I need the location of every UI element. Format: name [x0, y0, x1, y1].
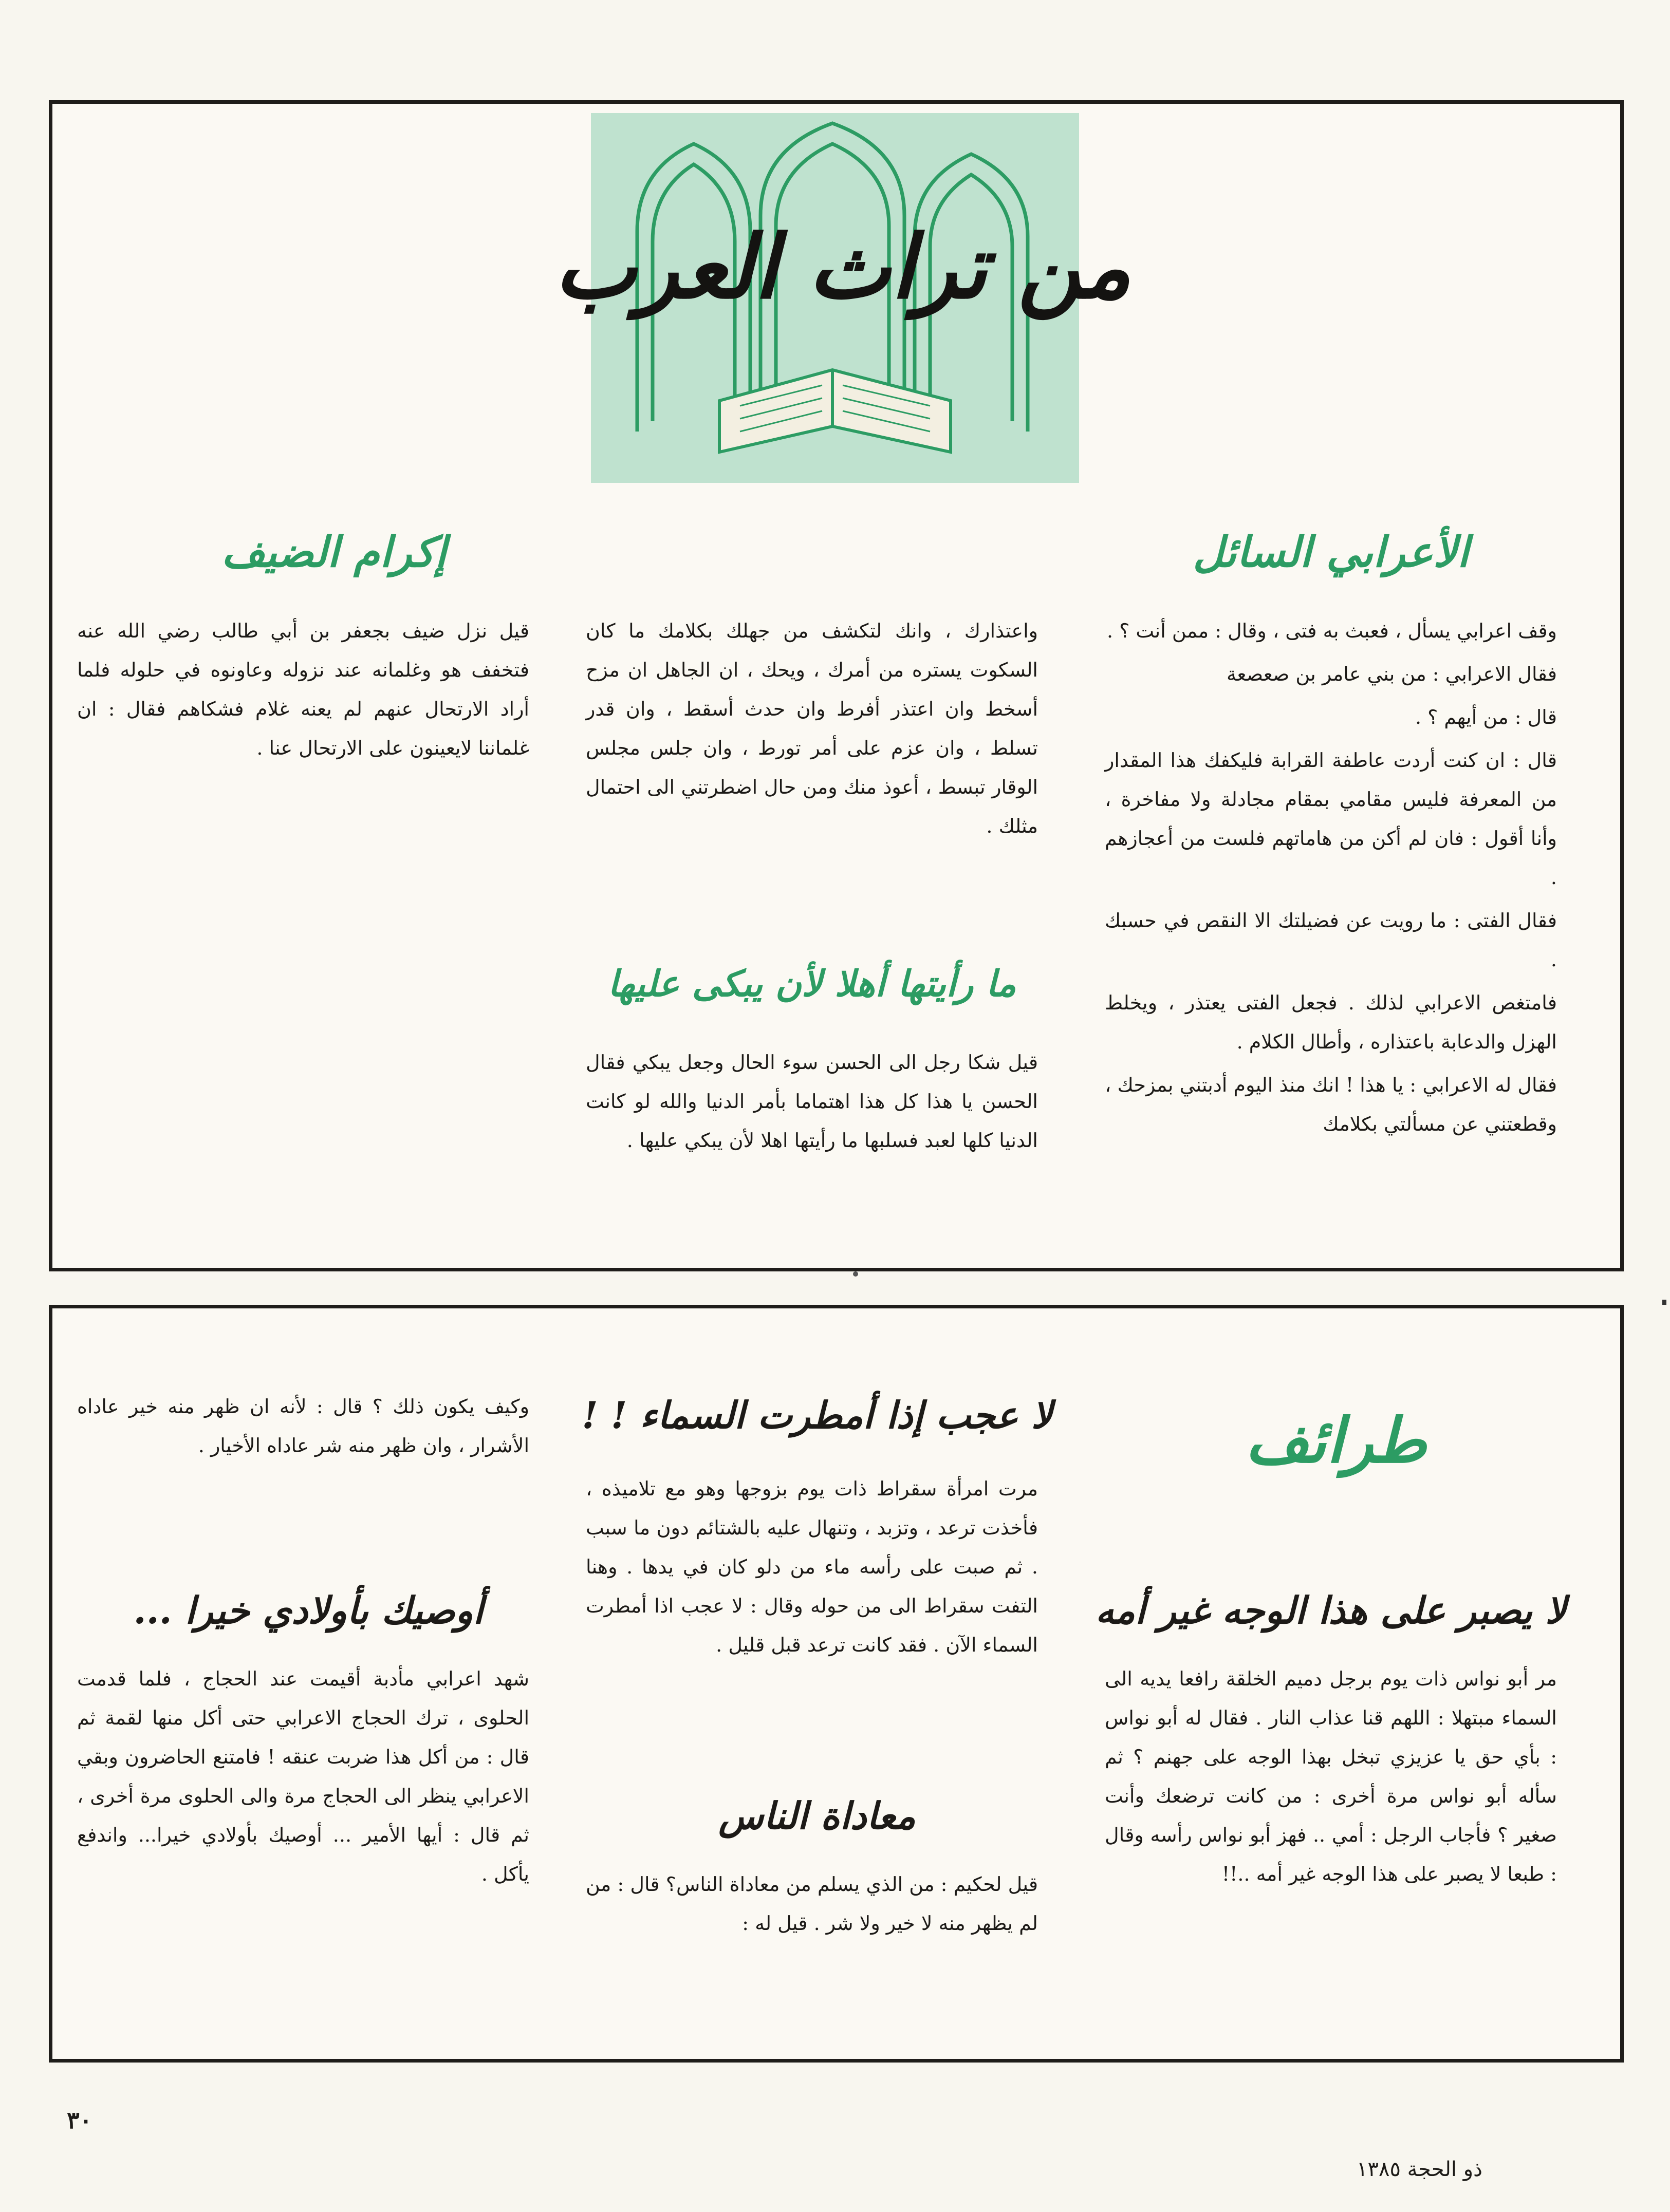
issue-date: ذو الحجة ١٣٨٥ [1357, 2158, 1482, 2181]
article-title-only-his-mother: لا يصبر على هذا الوجه غير أمه [1095, 1588, 1567, 1632]
article-enmity-of-people-continuation: وكيف يكون ذلك ؟ قال : لأنه ان ظهر منه خير عاداه الأشرار ، وان ظهر منه شر عاداه الأخيار . [77, 1395, 529, 1457]
paragraph: فقال له الاعرابي : يا هذا ! انك منذ اليوم أدبتني بمزحك ، وقطعتني عن مسألتي بكلامك [1105, 1074, 1557, 1135]
article-only-his-mother-body: مر أبو نواس ذات يوم برجل دميم الخلقة رافعا يديه الى السماء مبتهلا : اللهم قنا عذاب النار . فقال له أبو نواس : بأي حق يا عزيزي تبخل بهذا الوجه على جهنم ؟ ثم سأله أبو نواس مرة أخرى : من كانت ترضعك وأنت صغير ؟ فأجاب الرجل : أمي .. فهز أبو نواس رأسه وقال : طبعا لا يصبر على هذا الوجه غير أمه ..!! [1105, 1667, 1557, 1885]
article-bedouin-beggar-continuation: واعتذارك ، وانك لتكشف من جهلك بكلامك ما كان السكوت يستره من أمرك ، ويحك ، ان الجاهل ان مزح أسخط وان اعتذر أفرط وان حدث أسقط ، وان قدر تسلط ، وان عزم على أمر تورط ، وان جلس مجلس الوقار تبسط ، أعوذ منك ومن حال اضطرتني الى احتمال مثلك . [586, 620, 1038, 837]
article-not-worth-weeping-body: قيل شكا رجل الى الحسن سوء الحال وجعل يبكي فقال الحسن يا هذا كل هذا اهتماما بأمر الدنيا والله لو كانت الدنيا كلها لعبد فسلبها ما رأيتها اهلا لأن يبكي عليها . [586, 1051, 1038, 1152]
article-honoring-guest-body: قيل نزل ضيف بجعفر بن أبي طالب رضي الله عنه فتخفف هو وغلمانه عند نزوله وعاونوه في حلوله فلما أراد الارتحال عنهم لم يعنه غلام فشكاهم فقال : ان غلماننا لايعينون على الارتحال عنا . [77, 620, 529, 759]
article-enmity-of-people-body: قيل لحكيم : من الذي يسلم من معاداة الناس؟ قال : من لم يظهر منه لا خير ولا شر . قيل له : [586, 1873, 1038, 1935]
paragraph: قال : ان كنت أردت عاطفة القرابة فليكفك هذا المقدار من المعرفة فليس مقامي بمقام مجادلة ولا مفاخرة ، وأنا أقول : فان لم أكن من هاماتهم فلست من أعجازهم . [1105, 749, 1557, 889]
article-title-bedouin-beggar: الأعرابي السائل [1193, 528, 1469, 577]
article-title-enmity-of-people: معاداة الناس [718, 1794, 916, 1838]
article-title-honoring-guest: إكرام الضيف [221, 528, 447, 577]
article-title-my-children: أوصيك بأولادي خيرا ... [133, 1588, 484, 1632]
decorative-bar [1662, 1300, 1666, 1305]
article-title-not-worth-weeping: ما رأيتها أهلا لأن يبكى عليها [607, 962, 1016, 1005]
article-bedouin-beggar-body [1105, 611, 1557, 1148]
page-number: ٣٠ [67, 2106, 92, 2134]
paragraph: فامتغص الاعرابي لذلك . فجعل الفتى يعتذر ، ويخلط الهزل والدعابة باعتذاره ، وأطال الكلام . [1105, 991, 1557, 1053]
paragraph: فقال الفتى : ما رويت عن فضيلتك الا النقص في حسبك . [1105, 909, 1557, 971]
paragraph: فقال الاعرابي : من بني عامر بن صعصعة [1227, 663, 1557, 685]
article-my-children-body: شهد اعرابي مأدبة أقيمت عند الحجاج ، فلما قدمت الحلوى ، ترك الحجاج الاعرابي حتى أكل منها لقمة ثم قال : من أكل هذا ضربت عنقه ! فامتنع الحاضرون وبقي الاعرابي ينظر الى الحجاج مرة والى الحلوى مرة أخرى ، ثم قال : أيها الأمير ... أوصيك بأولادي خيرا... واندفع يأكل . [77, 1667, 529, 1885]
article-if-sky-rains-body: مرت امرأة سقراط ذات يوم بزوجها وهو مع تلاميذه ، فأخذت ترعد ، وتزبد ، وتنهال عليه بالشتائم دون ما سبب . ثم صبت على رأسه ماء من دلو كان في يدها . وهنا التفت سقراط الى من حوله وقال : لا عجب اذا أمطرت السماء الآن . فقد كانت ترعد قبل قليل . [586, 1477, 1038, 1656]
paragraph: وقف اعرابي يسأل ، فعبث به فتى ، وقال : ممن أنت ؟ . [1106, 620, 1557, 642]
page-title: من تراث العرب [554, 216, 1131, 318]
paragraph: قال : من أيهم ؟ . [1415, 706, 1557, 728]
section-title-anecdotes: طرائف [1245, 1404, 1427, 1477]
article-title-if-sky-rains: لا عجب إذا أمطرت السماء ! ! [582, 1393, 1052, 1437]
decorative-dot [853, 1271, 858, 1277]
